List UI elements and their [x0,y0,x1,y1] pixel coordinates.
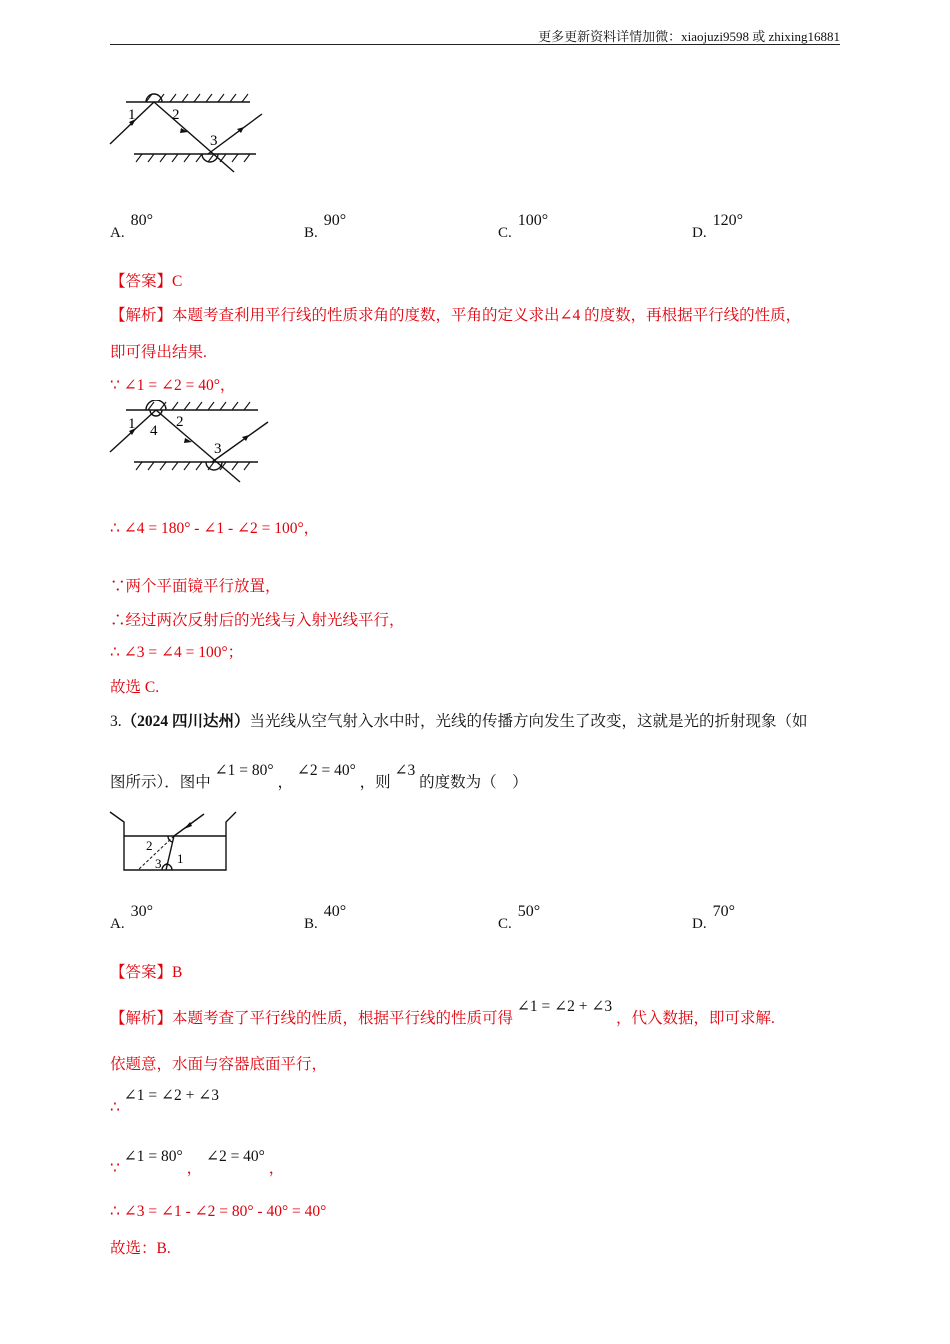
mirror-figure-1 [108,92,268,182]
q2-step-1: ∵ ∠1 = ∠2 = 40°， [110,377,236,394]
angle-label-3: 3 [210,133,218,149]
q3-option-a[interactable]: A.30° [110,903,153,932]
header-rule [110,44,840,45]
q3-stem-line-2: 图所示）．图中 ∠1 = 80° ， ∠2 = 40° ，则 ∠3 的度数为（ ） [110,762,528,791]
q3-step-5: 故选：B. [110,1240,171,1257]
q2-step-6: 故选 C. [110,679,160,696]
q2-option-b[interactable]: B.90° [304,212,347,241]
q2-step-4: ∴经过两次反射后的光线与入射光线平行， [110,612,405,629]
angle-label-1: 1 [128,107,136,123]
q2-option-c[interactable]: C.100° [498,212,549,241]
q3-analysis: 【解析】本题考查了平行线的性质，根据平行线的性质可得 ∠1 = ∠2 + ∠3 ，代入数据，即可求解. [110,998,775,1027]
q2-answer: 【答案】C [110,273,183,290]
q3-step-1: 依题意，水面与容器底面平行， [110,1056,328,1073]
q3-step-4: ∴ ∠3 = ∠1 - ∠2 = 80° - 40° = 40° [110,1203,327,1220]
angle-label-2: 2 [146,838,153,853]
q2-analysis-cont: 即可得出结果. [110,344,207,361]
angle-label-1: 1 [128,416,136,432]
angle-label-2: 2 [176,414,184,430]
q2-option-a[interactable]: A.80° [110,212,153,241]
mirror-figure-2 [108,400,273,490]
angle-label-3: 3 [214,441,222,457]
q2-step-5: ∴ ∠3 = ∠4 = 100°； [110,644,244,661]
angle-label-2: 2 [172,107,180,123]
angle-label-4: 4 [150,423,158,439]
q2-step-2: ∴ ∠4 = 180° - ∠1 - ∠2 = 100°， [110,520,320,537]
q3-option-d[interactable]: D.70° [692,903,735,932]
q3-stem-line-1: 3.（2024 四川达州）当光线从空气射入水中时，光线的传播方向发生了改变，这就是光的折射现象（如 [110,713,808,730]
q3-step-2: ∴ ∠1 = ∠2 + ∠3 [110,1087,219,1116]
q2-option-d[interactable]: D.120° [692,212,743,241]
angle-label-1: 1 [177,851,184,866]
angle-label-3: 3 [155,856,162,871]
q3-option-b[interactable]: B.40° [304,903,347,932]
refraction-figure [108,808,240,876]
page-header: 更多更新资料详情加微：xiaojuzi9598 或 zhixing16881 [538,29,840,44]
q2-analysis: 【解析】本题考查利用平行线的性质求角的度数，平角的定义求出∠4 的度数，再根据平行线的性质， [110,307,802,324]
q2-step-3: ∵两个平面镜平行放置， [110,578,281,595]
q3-option-c[interactable]: C.50° [498,903,541,932]
q3-step-3: ∵ ∠1 = 80° ， ∠2 = 40° ， [110,1148,285,1177]
q3-answer: 【答案】B [110,964,183,981]
